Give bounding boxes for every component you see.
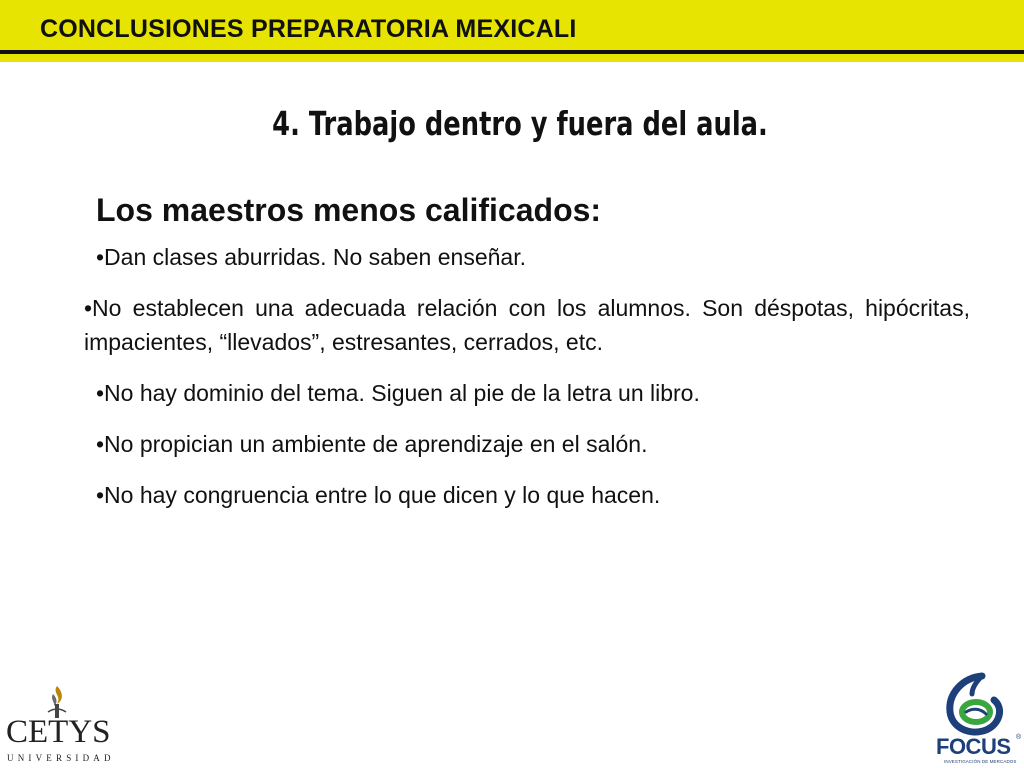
header-title: CONCLUSIONES PREPARATORIA MEXICALI — [40, 15, 577, 43]
bullet-item: •Dan clases aburridas. No saben enseñar. — [96, 244, 526, 270]
header-divider — [0, 50, 1024, 54]
subheading: Los maestros menos calificados: — [96, 192, 602, 228]
cetys-subtitle: UNIVERSIDAD — [7, 753, 115, 763]
focus-swirl-icon — [942, 672, 1008, 738]
bullet-item: •No hay congruencia entre lo que dicen y lo que hacen. — [96, 482, 661, 508]
cetys-logo — [4, 684, 115, 768]
bullet-item: •No propician un ambiente de aprendizaje en el salón. — [96, 431, 648, 457]
section-title: 4. Trabajo dentro y fuera del aula. — [272, 104, 768, 143]
content-body — [84, 188, 970, 529]
registered-mark: ® — [1016, 734, 1022, 741]
bullet-list — [84, 240, 970, 512]
focus-wordmark: FOCUS — [936, 734, 1011, 759]
focus-subtitle: INVESTIGACIÓN DE MERCADOS — [944, 759, 1017, 764]
cetys-wordmark: CETYS — [6, 714, 111, 750]
bullet-item: •No establecen una adecuada relación con los alumnos. Son déspotas, hipócritas, impacientes, “llevados”, estresantes, cerrados, etc. — [84, 295, 970, 355]
focus-logo — [930, 672, 1024, 768]
bullet-item: •No hay dominio del tema. Siguen al pie de la letra un libro. — [96, 380, 700, 406]
